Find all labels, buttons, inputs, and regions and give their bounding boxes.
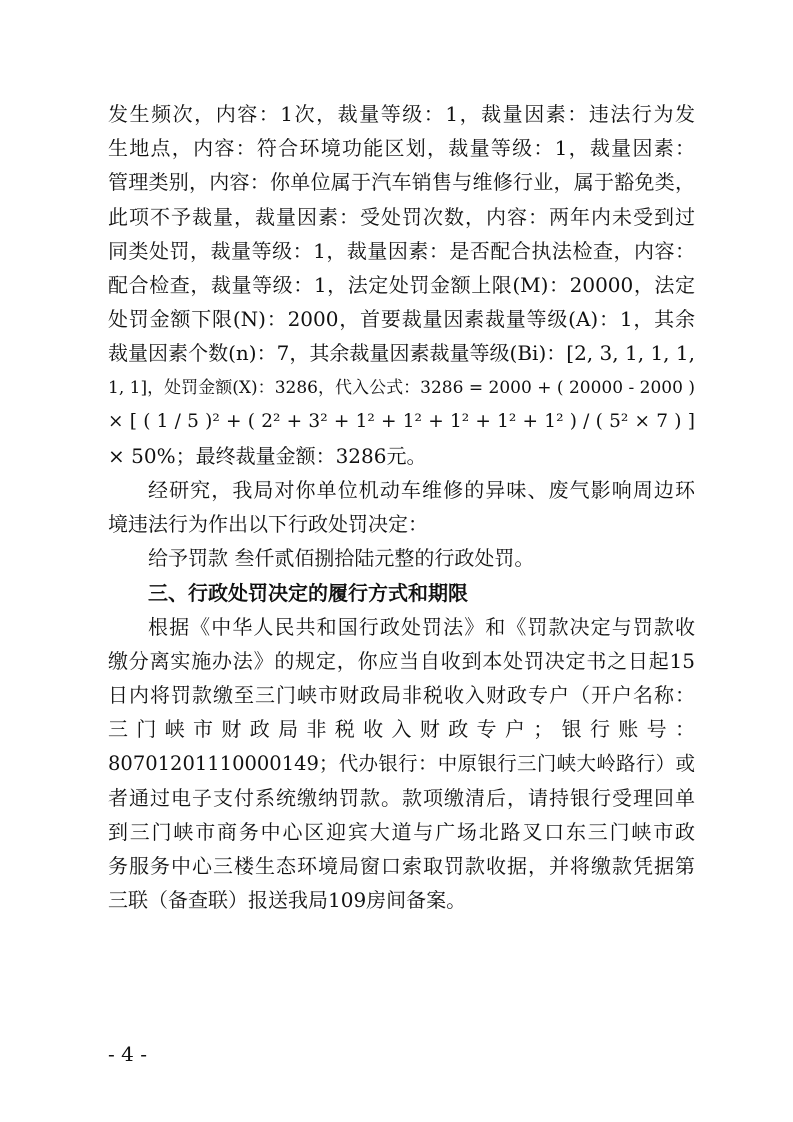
formula-line: × [ ( 1 / 5 )² + ( 2² + 3² + 1² + 1² + 1² + 1² + 1² ) / ( 5² × 7 ) ] (108, 410, 695, 432)
text-line: 境违法行为作出以下行政处罚决定： (108, 512, 428, 537)
text-line: 裁量因素个数(n)：7，其余裁量因素裁量等级(Bi)：[2, 3, 1, 1, 1, (108, 341, 695, 366)
text-line: 缴分离实施办法》的规定，你应当自收到本处罚决定书之日起15 (108, 649, 695, 673)
text-line: 者通过电子支付系统缴纳罚款。款项缴清后，请持银行受理回单 (108, 785, 695, 810)
text-line: 同类处罚，裁量等级：1，裁量因素：是否配合执法检查，内容： (108, 238, 695, 263)
text-line: 务服务中心三楼生态环境局窗口索取罚款收据，并将缴款凭据第 (108, 854, 695, 879)
text-line: 1, 1]，处罚金额(X)：3286，代入公式：3286 = 2000 + ( 20000 - 2000 ) (108, 377, 695, 398)
text-line: 发生频次，内容：1次，裁量等级：1，裁量因素：违法行为发 (108, 102, 695, 126)
page-number: - 4 - (108, 1042, 147, 1066)
text-line: 三门峡市财政局非税收入财政专户；银行账号： (108, 717, 695, 742)
text-line: 到三门峡市商务中心区迎宾大道与广场北路叉口东三门峡市政 (108, 819, 695, 844)
text-line: 三联（备查联）报送我局109房间备案。 (108, 888, 467, 913)
document-body (108, 97, 695, 918)
text-line: × 50%；最终裁量金额：3286元。 (108, 443, 427, 468)
text-line: 处罚金额下限(N)：2000，首要裁量因素裁量等级(A)：1，其余 (108, 307, 695, 332)
text-line: 生地点，内容：符合环境功能区划，裁量等级：1，裁量因素： (108, 136, 695, 161)
paragraph-start-line: 经研究，我局对你单位机动车维修的异味、废气影响周边环 (148, 478, 695, 503)
paragraph-start-line: 根据《中华人民共和国行政处罚法》和《罚款决定与罚款收 (148, 614, 695, 639)
text-line: 此项不予裁量，裁量因素：受处罚次数，内容：两年内未受到过 (108, 204, 695, 229)
penalty-decision-line: 给予罚款 叁仟贰佰捌拾陆元整的行政处罚。 (148, 546, 535, 571)
text-line: 配合检查，裁量等级：1，法定处罚金额上限(M)：20000，法定 (108, 272, 695, 297)
text-line: 80701201110000149；代办银行：中原银行三门峡大岭路行）或 (108, 751, 695, 775)
text-line: 管理类别，内容：你单位属于汽车销售与维修行业，属于豁免类， (108, 170, 695, 195)
section-heading: 三、行政处罚决定的履行方式和期限 (148, 580, 468, 605)
text-line: 日内将罚款缴至三门峡市财政局非税收入财政专户（开户名称： (108, 683, 695, 708)
